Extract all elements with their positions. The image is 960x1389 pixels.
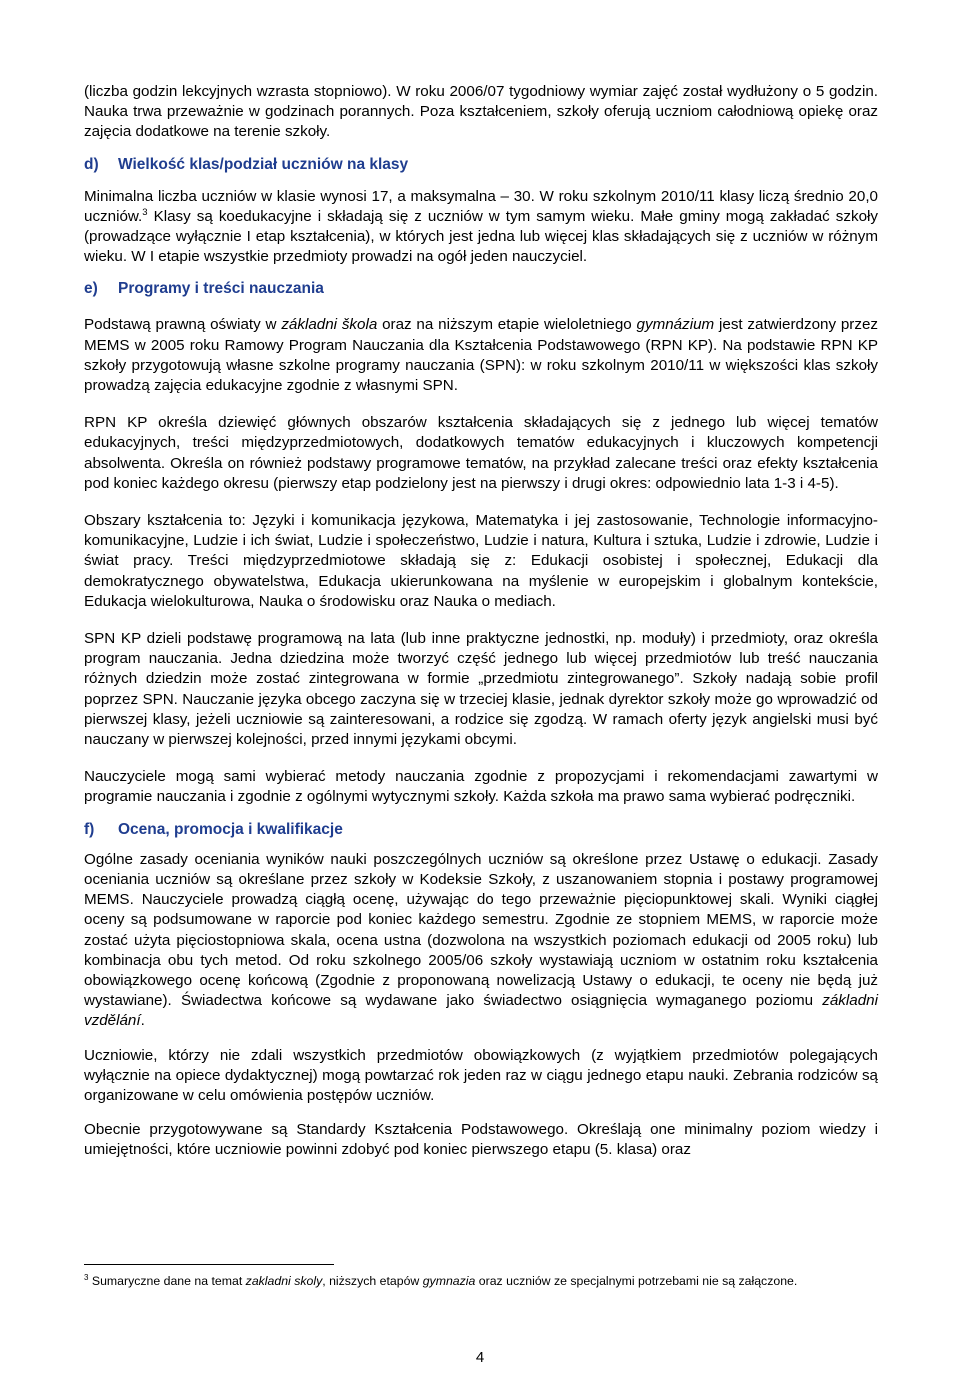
section-label: d)	[84, 155, 99, 173]
section-title: Ocena, promocja i kwalifikacje	[118, 820, 343, 838]
footnote	[84, 1273, 878, 1289]
text-span: .	[140, 1012, 145, 1030]
italic-term: zakladni skoly	[245, 1274, 323, 1288]
text-span: Minimalna liczba uczniów w klasie wynosi 17, a maksymalna – 30. W roku szkolnym 2010/11 klasy liczą średnio 20,0 uczniów.	[84, 187, 878, 225]
section-title: Programy i treści nauczania	[118, 280, 324, 298]
text-span: Klasy są koedukacyjne i składają się z uczniów w tym samym wieku. Małe gminy mogą zakładać szkoły (prowadzące wyłącznie I etap kształcenia), w których jest jedna lub więcej klas składających się z uczniów w różnym wieku. W I etapie wszystkie przedmioty prowadzi na ogół jeden nauczyciel.	[84, 207, 878, 266]
section-title: Wielkość klas/podział uczniów na klasy	[118, 155, 409, 173]
italic-term: základni škola	[281, 316, 378, 334]
paragraph-standards: Obecnie przygotowywane są Standardy Kształcenia Podstawowego. Określają one minimalny poziom wiedzy i umiejętności, które uczniowie powinni zdobyć pod koniec pierwszego etapu (5. klasa) oraz	[84, 1121, 878, 1159]
footnote-number: 3	[84, 1273, 89, 1282]
footnote-separator	[84, 1264, 334, 1265]
italic-term: gymnázium	[636, 316, 715, 334]
paragraph-class-size	[84, 187, 878, 268]
section-heading-d	[84, 155, 878, 175]
paragraph-teachers: Nauczyciele mogą sami wybierać metody nauczania zgodnie z propozycjami i rekomendacjami zawartymi w programie nauczania i zgodnie z ogólnymi wytycznymi szkoły. Każda szkoła ma prawo sama wybierać podręczniki.	[84, 768, 878, 806]
italic-term: gymnazia	[422, 1274, 476, 1288]
footnote-reference[interactable]: 3	[142, 206, 148, 218]
paragraph-intro: (liczba godzin lekcyjnych wzrasta stopniowo). W roku 2006/07 tygodniowy wymiar zajęć został wydłużony o 5 godzin. Nauka trwa przeważnie w godzinach porannych. Poza kształceniem, szkoły oferują uczniom całodniową opiekę oraz zajęcia dodatkowe na terenie szkoły.	[84, 83, 878, 141]
section-heading-e	[84, 279, 878, 299]
section-label: e)	[84, 280, 98, 298]
text-span: oraz uczniów ze specjalnymi potrzebami nie są załączone.	[475, 1274, 798, 1288]
document-body	[84, 82, 878, 1161]
section-heading-f	[84, 820, 878, 840]
text-span: Podstawą prawną oświaty w	[84, 316, 282, 334]
text-span: , niższych etapów	[322, 1274, 423, 1288]
paragraph-assessment	[84, 850, 878, 1032]
text-span: Ogólne zasady oceniania wyników nauki poszczególnych uczniów są określone przez Ustawę o edukacji. Zasady oceniania uczniów są określane przez szkoły w Kodeksie Szkoły, z uszanowaniem stopnia i postawy programowej MEMS. Nauczyciele prowadzą ciągłą ocenę, używając do tego przeważnie pięciopunktowej skali. Wyniki ciągłej oceny są podsumowane w raporcie pod koniec każdego semestru. Zgodnie ze stopniem MEMS, w raporcie może zostać użyta pięciostopniowa skala, ocena ustna (dozwolona na wszystkich poziomach edukacji od 2005 roku) lub kombinacja obu tych metod. Od roku szkolnego 2005/06 szkoły wystawiają uczniom w ostatnim roku kształcenia obowiązkowego ocenę końcową (Zgodnie z proponowaną nowelizacją Ustawy o edukacji, te oceny nie będą już wystawiane). Świadectwa końcowe są wydawane jako świadectwo osiągnięcia wymaganego poziomu	[84, 850, 878, 1010]
italic-term: základni vzdělání	[84, 992, 878, 1030]
paragraph-legal-basis	[84, 315, 878, 396]
paragraph-spn: SPN KP dzieli podstawę programową na lata (lub inne praktyczne jednostki, np. moduły) i przedmioty, oraz określa program nauczania. Jedna dziedzina może tworzyć część jednego lub więcej przedmiotów lub treść nauczania różnych dziedzin może zostać zintegrowana w formie „przedmiotu zintegrowanego”. Szkoły nadają sobie profil poprzez SPN. Nauczanie języka obcego zaczyna się w trzeciej klasie, jednak dyrektor szkoły może go wprowadzić od pierwszej klasy, jeżeli uczniowie są zainteresowani, a rodzice się zgodzą. W ramach oferty język angielski musi być nauczany w pierwszej kolejności, przed innymi językami obcymi.	[84, 630, 878, 749]
paragraph-areas-list: Obszary kształcenia to: Języki i komunikacja językowa, Matematyka i jej zastosowanie, Technologie informacyjno-komunikacyjne, Ludzie i ich świat, Ludzie i społeczeństwo, Ludzie i natura, Kultura i sztuka, Ludzie i zdrowie, Ludzie i świat pracy. Treści międzyprzedmiotowe składają się z: Edukacji osobistej i społecznej, Edukacji dla demokratycznego obywatelstwa, Edukacja ukierunkowana na myślenie w europejskim i globalnym kontekście, Edukacja wielokulturowa, Nauka o środowisku oraz Nauka o mediach.	[84, 512, 878, 610]
text-span: oraz na niższym etapie wieloletniego	[377, 316, 637, 334]
text-span: jest zatwierdzony przez MEMS w 2005 roku Ramowy Program Nauczania dla Kształcenia Podstawowego (RPN KP). Na podstawie RPN KP szkoły przygotowują własne szkolne programy nauczania (SPN): w roku szkolnym 2010/11 w większości klas szkoły prowadzą zajęcia edukacyjne zgodnie z własnymi SPN.	[84, 316, 878, 395]
text-span: Sumaryczne dane na temat	[88, 1274, 246, 1288]
paragraph-repeating: Uczniowie, którzy nie zdali wszystkich przedmiotów obowiązkowych (z wyjątkiem przedmiotów polegających wyłącznie na opiece dydaktycznej) mogą powtarzać rok jeden raz w ciągu jednego etapu nauki. Zebrania rodziców są organizowane w celu omówienia postępów uczniów.	[84, 1046, 878, 1104]
page-number: 4	[475, 1349, 485, 1366]
paragraph-rpn-areas: RPN KP określa dziewięć głównych obszarów kształcenia składających się z jednego lub więcej tematów edukacyjnych, treści międzyprzedmiotowych, dodatkowych tematów edukacyjnych i kluczowych kompetencji absolwenta. Określa on również podstawy programowe tematów, na przykład zalecane treści oraz efekty kształcenia pod koniec każdego okresu (pierwszy etap podzielony jest na pierwszy i drugi okres: odpowiednio lata 1-3 i 4-5).	[84, 414, 878, 492]
section-label: f)	[84, 820, 95, 838]
